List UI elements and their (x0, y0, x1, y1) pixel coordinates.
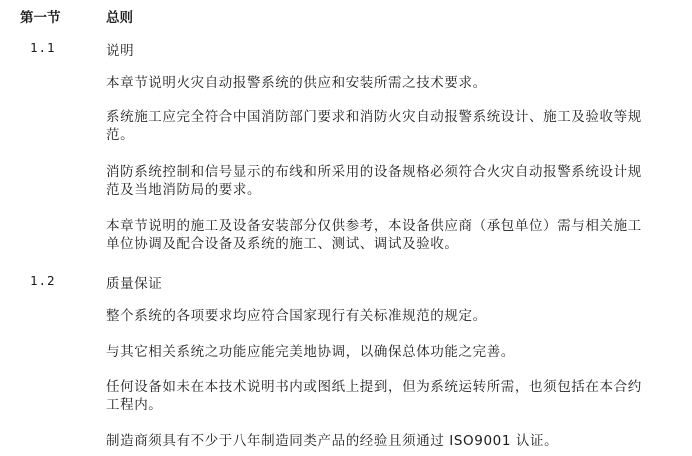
paragraph: 制造商须具有不少于八年制造同类产品的经验且须通过 ISO9001 认证。 (106, 433, 559, 449)
section-heading: 质量保证 (106, 276, 163, 292)
paragraph: 与其它相关系统之功能应能完美地协调，以确保总体功能之完善。 (106, 344, 515, 360)
chapter-label: 第一节 (20, 10, 61, 26)
section-number: 1.1 (30, 40, 56, 55)
paragraph: 本章节说明的施工及设备安装部分仅供参考，本设备供应商（承包单位）需与相关施工单位协调及配合设备及系统的施工、测试、调试及验收。 (106, 218, 642, 252)
section-number: 1.2 (30, 273, 56, 288)
paragraph: 整个系统的各项要求均应符合国家现行有关标准规范的规定。 (106, 308, 487, 324)
paragraph: 系统施工应完全符合中国消防部门要求和消防火灾自动报警系统设计、施工及验收等规范。 (106, 109, 642, 143)
paragraph: 任何设备如未在本技术说明书内或图纸上提到，但为系统运转所需，也须包括在本合约工程内。 (106, 379, 642, 413)
chapter-title: 总则 (106, 10, 133, 26)
paragraph: 消防系统控制和信号显示的布线和所采用的设备规格必须符合火灾自动报警系统设计规范及当地消防局的要求。 (106, 164, 642, 198)
paragraph: 本章节说明火灾自动报警系统的供应和安装所需之技术要求。 (106, 75, 487, 91)
section-heading: 说明 (106, 43, 135, 59)
